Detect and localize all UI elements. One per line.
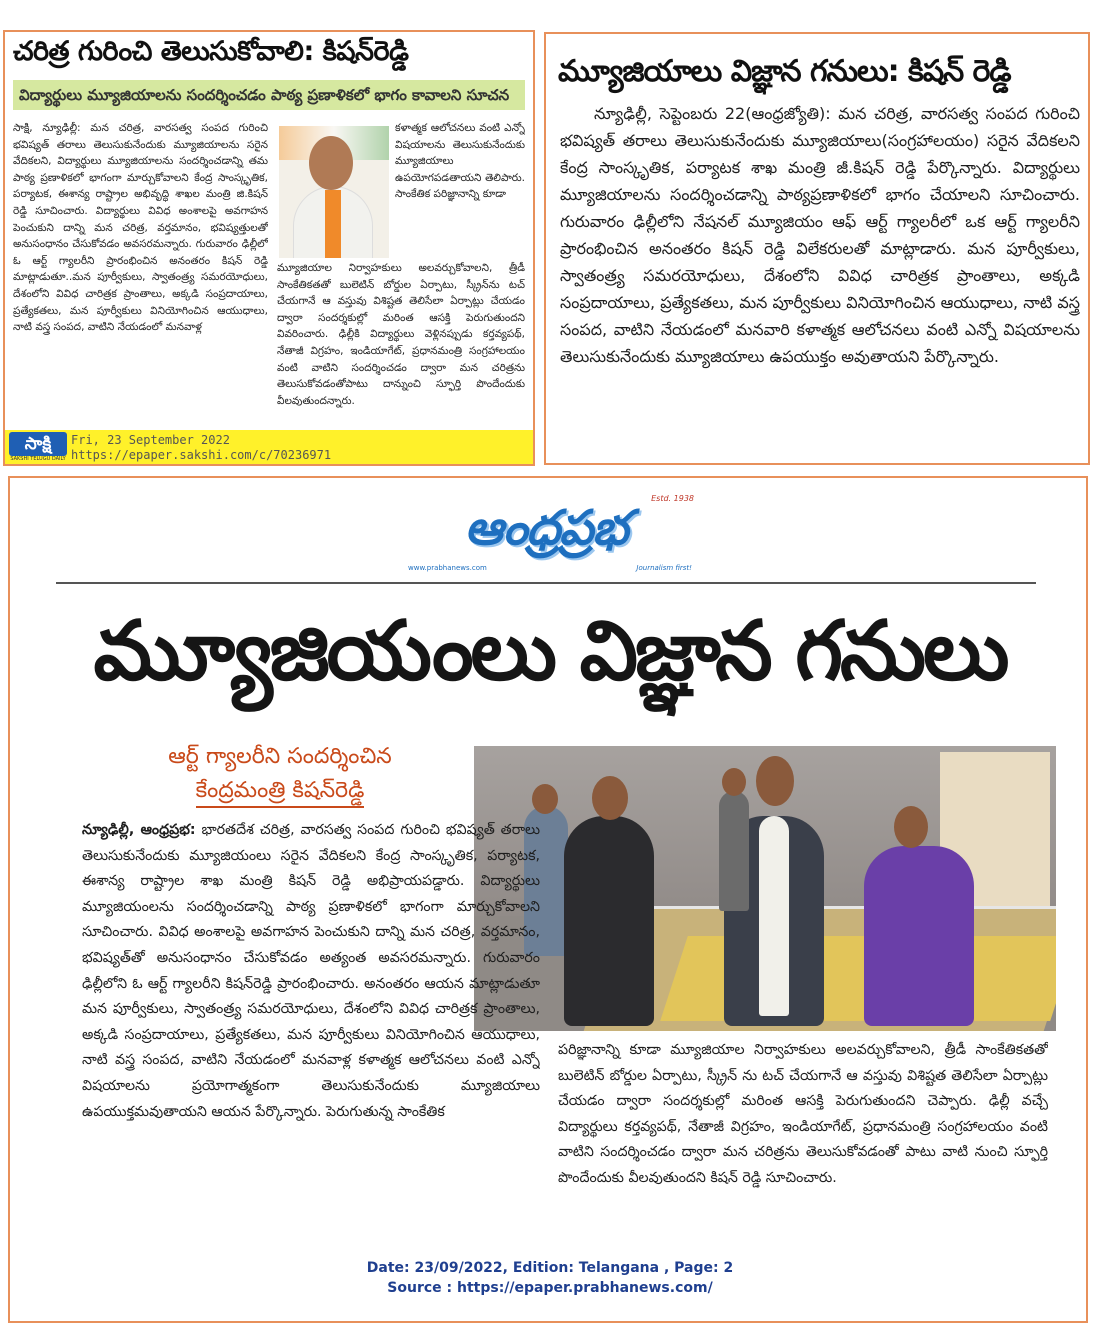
jyothi-headline: మ్యూజియాలు విజ్ఞాన గనులు: కిషన్ రెడ్డి [558, 54, 1011, 89]
masthead-divider [56, 582, 1036, 584]
sakshi-subheadline: విద్యార్థులు మ్యూజియాలను సందర్శించడం పాఠ్య ప్రణాళికలో భాగం కావాలని సూచన [13, 80, 525, 110]
prabha-logo [398, 494, 694, 572]
sakshi-column-1: సాక్షి, న్యూఢిల్లీ: మన చరిత్ర, వారసత్వ సంపద గురించి భవిష్యత్ తరాలు తెలుసుకునేందుకు మ్యూజియాలను సరైన వేదికలని, విద్యార్థులు మ్యూజియాలను సందర్శించడాన్ని తమ పాఠ్య ప్రణాళికలో భాగంగా మార్చుకోవాలని కేంద్ర సాంస్కృతిక, పర్యాటక, ఈశాన్య రాష్ట్రాల అభివృద్ధి శాఖల మంత్రి జి.కిషన్ రెడ్డి సూచించారు. విద్యార్థులు వివిధ అంశాలపై అవగాహన పెంచుకుని దాన్ని మన చరిత్ర, వర్తమానం, భవిష్యత్తులతో అనుసంధానం చేసుకోవడం అవసరమన్నారు. గురువారం ఢిల్లీలో ఓ ఆర్ట్ గ్యాలరీని ప్రారంభించిన అనంతరం కిషన్ రెడ్డి మాట్లాడుతూ..మన పూర్వీకులు, స్వాతంత్ర్య సమరయోధులు, దేశంలోని వివిధ చారిత్రక ప్రాంతాలు, అక్కడి సంప్రదాయాలు, ప్రత్యేకతలు, మన పూర్వీకులు వినియోగించిన ఆయుధాలు, నాటి వస్త్ర సంపద, వాటిని నేయడంలో మనవాళ్ల [13, 122, 268, 334]
prabha-sub-line-1: ఆర్ట్ గ్యాలరీని సందర్శించిన [168, 744, 392, 769]
prabha-headline: మ్యూజియంలు విజ్ఞాన గనులు [93, 604, 1007, 699]
sakshi-clipping [3, 30, 535, 466]
prabha-source-url[interactable]: Source : https://epaper.prabhanews.com/ [387, 1280, 713, 1296]
sakshi-footer [5, 430, 533, 466]
jyothi-body: న్యూఢిల్లీ, సెప్టెంబరు 22(ఆంధ్రజ్యోతి): మన చరిత్ర, వారసత్వ సంపద గురించి భవిష్యత్ తరాలు తెలుసుకునేందుకు మ్యూజియాలు(సంగ్రహాలయం) సరైన వేదికలని కేంద్ర సాంస్కృతిక, పర్యాటక శాఖ మంత్రి జీ.కిషన్ రెడ్డి పేర్కొన్నారు. విద్యార్థులు మ్యూజియాలను సందర్శించడాన్ని పాఠ్యప్రణాళికలో భాగం చేయాలని సూచించారు. గురువారం ఢిల్లీలోని నేషనల్ మ్యూజియం ఆఫ్ ఆర్ట్ గ్యాలరీలో ఒక ఆర్ట్ గ్యాలరీని ప్రారంభించిన అనంతరం కిషన్ రెడ్డి విలేకరులతో మాట్లాడారు. మన పూర్వీకులు, స్వాతంత్ర్య సమరయోధులు, దేశంలోని వివిధ చారిత్రక ప్రాంతాలు, అక్కడి సంప్రదాయాలు, ప్రత్యేకతలు, మన పూర్వీకులు వినియోగించిన ఆయుధాలు, నాటి వస్త్ర సంపద, వాటిని నేయడంలో మనవారి కళాత్మక ఆలోచనలు వంటి ఎన్నో విషయాలను తెలుసుకునేందుకు మ్యూజియాలు ఉపయుక్తం అవుతాయని పేర్కొన్నారు. [560, 104, 1080, 366]
sakshi-logo: సాక్షి SAKSHI TELUGU DAILY [10, 434, 66, 462]
prabha-masthead: ఆంధ్రప్రభ [464, 500, 628, 556]
prabha-source-meta [10, 1258, 1088, 1298]
sakshi-url[interactable]: https://epaper.sakshi.com/c/70236971 [71, 448, 332, 462]
minister-portrait-photo [279, 126, 389, 258]
prabha-sub-line-2: కేంద్రమంత్రి కిషన్‌రెడ్డి [196, 776, 365, 808]
sakshi-source-meta [71, 433, 331, 463]
prabha-column-2: పరిజ్ఞానాన్ని కూడా మ్యూజియాల నిర్వాహకులు అలవర్చుకోవాలని, త్రీడీ సాంకేతికతతో బులెటిన్ బోర్డుల ఏర్పాటు, స్క్రీన్ ను టచ్ చేయగానే ఆ వస్తువు విశిష్టత తెలిసేలా ఏర్పాట్లు చేయడం ద్వారా సందర్శకుల్లో మరింత ఆసక్తి పెరుగుతుందని చెప్పారు. ఢిల్లీ వచ్చే విద్యార్థులు కర్తవ్యపథ్, నేతాజీ విగ్రహం, ఇండియాగేట్, ప్రధానమంత్రి సంగ్రహాలయం వంటి వాటిని సందర్శించడం ద్వారా మన చరిత్రను తెలుసుకోవడంతో పాటు వాటి నుంచి స్ఫూర్తి పొందేందుకు వీలవుతుందని కిషన్ రెడ్డి సూచించారు. [558, 1042, 1048, 1186]
sakshi-column-3: కళాత్మక ఆలోచనలు వంటి ఎన్నో విషయాలను తెలుసుకునేందుకు మ్యూజియాలు ఉపయోగపడతాయని తెలిపారు. సాంకేతిక పరిజ్ఞానాన్ని కూడా [395, 122, 525, 201]
prabha-web: www.prabhanews.com [408, 564, 487, 572]
jyothi-clipping [544, 32, 1090, 465]
prabha-dateline: న్యూఢిల్లీ, ఆంధ్రప్రభ: [82, 822, 196, 838]
sakshi-column-2: మ్యూజియాల నిర్వాహకులు అలవర్చుకోవాలని, త్రీడీ సాంకేతికతతో బులెటిన్ బోర్డుల ఏర్పాటు, స్క్రీన్‌ను టచ్ చేయగానే ఆ వస్తువు విశిష్టత తెలిసేలా ఏర్పాట్లు చేయడం ద్వారా సందర్శకుల్లో మరింత ఆసక్తి పెరుగుతుందని వివరించారు. ఢిల్లీకి విద్యార్థులు వెళ్లినప్పుడు కర్తవ్యపథ్, నేతాజీ విగ్రహం, ఇండియాగేట్, ప్రధానమంత్రి సంగ్రహాలయం వంటి వాటిని సందర్శించడం ద్వారా మన చరిత్రను తెలుసుకోవడంతోపాటు దాన్నుంచి స్ఫూర్తి పొందేందుకు వీలవుతుందన్నారు. [277, 262, 525, 407]
prabha-estd: Estd. 1938 [651, 494, 694, 503]
sakshi-headline: చరిత్ర గురించి తెలుసుకోవాలి: కిషన్‌రెడ్డి [13, 36, 409, 67]
prabha-clipping [8, 476, 1088, 1323]
prabha-date-edition: Date: 23/09/2022, Edition: Telangana , Page: 2 [366, 1260, 734, 1276]
sakshi-date: Fri, 23 September 2022 [71, 433, 230, 447]
gallery-visit-photo [474, 746, 1056, 1031]
prabha-column-1: న్యూఢిల్లీ, ఆంధ్రప్రభ: భారతదేశ చరిత్ర, వారసత్వ సంపద గురించి భవిష్యత్ తరాలు తెలుసుకునేందుకు మ్యూజియంలు సరైన వేదికలని కేంద్ర సాంస్కృతిక, పర్యాటక, ఈశాన్య రాష్ట్రాల శాఖ మంత్రి కిషన్ రెడ్డి అభిప్రాయపడ్డారు. విద్యార్థులు మ్యూజియంలను సందర్శించడాన్ని పాఠ్య ప్రణాళికలో భాగంగా మార్చుకోవాలని సూచించారు. వివిధ అంశాలపై అవగాహన పెంచుకుని దాన్ని మన చరిత్ర, వర్తమానం, భవిష్యత్‌తో అనుసంధానం చేసుకోవడం అత్యంత అవసరమన్నారు. గురువారం ఢిల్లీలోని ఓ ఆర్ట్ గ్యాలరీని కిషన్‌రెడ్డి ప్రారంభించారు. అనంతరం ఆయన మాట్లాడుతూ మన పూర్వీకులు, స్వాతంత్ర్య సమరయోధులు, దేశంలోని వివిధ చారిత్రక ప్రాంతాలు, అక్కడి సంప్రదాయాలు, ప్రత్యేకతలు, మన పూర్వీకులు వినియోగించిన ఆయుధాలు, నాటి వస్త్ర సంపద, వాటిని నేయడంలో మనవాళ్ల కళాత్మక ఆలోచనలు వంటి ఎన్నో విషయాలను ప్రయోగాత్మకంగా తెలుసుకునేందుకు మ్యూజియాలు ఉపయుక్తమవుతాయని ఆయన పేర్కొన్నారు. పెరుగుతున్న సాంకేతిక [82, 822, 540, 1120]
prabha-tagline: Journalism first! [636, 564, 692, 572]
prabha-subheadline [110, 740, 450, 808]
